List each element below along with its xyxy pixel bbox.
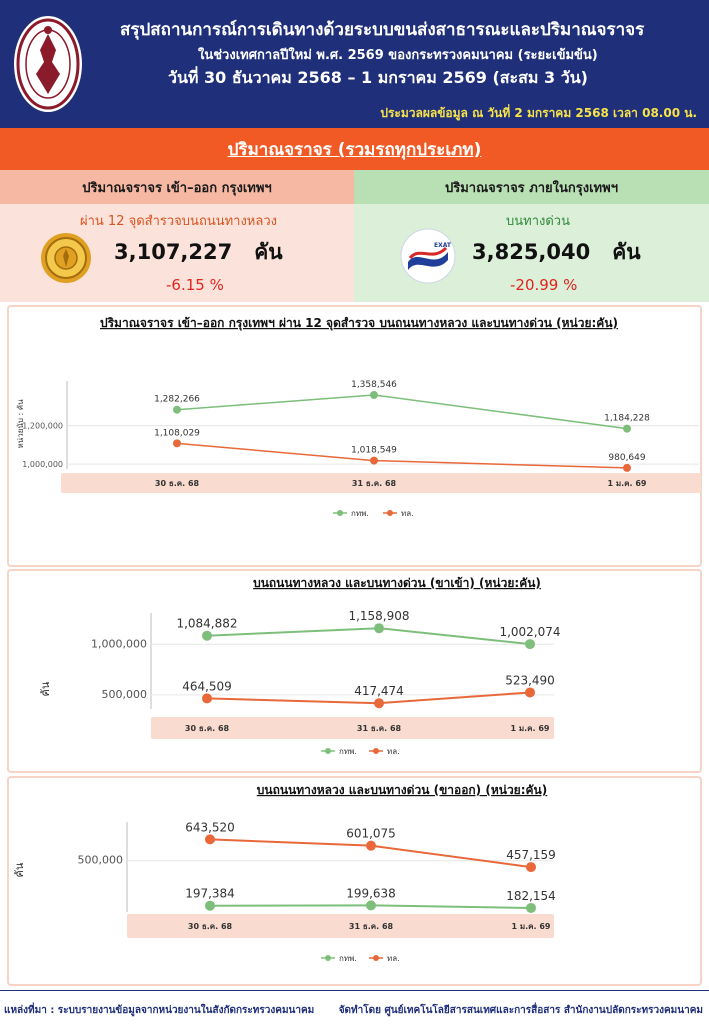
x-tick-label: 30 ธ.ค. 68	[187, 922, 233, 931]
series-line	[177, 395, 627, 429]
panel-right-subheading: บนทางด่วน	[506, 214, 570, 229]
data-point	[526, 862, 536, 872]
data-label: 1,108,029	[154, 428, 200, 439]
legend-swatch-dot	[325, 955, 331, 961]
panel-left-subheading: ผ่าน 12 จุดสำรวจบนถนนทางหลวง	[80, 214, 277, 229]
exat-logo-text: EXAT	[434, 242, 451, 249]
legend-label: ทล.	[387, 954, 400, 963]
chart-card-total	[7, 305, 702, 567]
data-point	[205, 834, 215, 844]
legend-swatch-dot	[373, 955, 379, 961]
police-emblem-icon	[40, 232, 92, 284]
data-point	[370, 457, 378, 465]
data-label: 523,490	[505, 673, 555, 688]
data-label: 197,384	[185, 886, 235, 901]
legend-label: กทพ.	[339, 954, 357, 963]
banner-title: ปริมาณจราจร (รวมรถทุกประเภท)	[227, 139, 482, 160]
y-axis-label: คัน	[39, 681, 52, 697]
data-label: 601,075	[346, 826, 396, 841]
data-point	[623, 425, 631, 433]
x-tick-label: 31 ธ.ค. 68	[356, 724, 402, 733]
y-tick-label: 1,000,000	[91, 637, 147, 651]
legend-label: กทพ.	[351, 509, 369, 518]
data-point	[366, 841, 376, 851]
panel-right-number: 3,825,040	[472, 240, 591, 264]
data-point	[525, 639, 535, 649]
data-label: 199,638	[346, 886, 396, 901]
chart-total	[9, 307, 704, 569]
y-axis-label: คัน	[13, 862, 26, 878]
header	[0, 0, 709, 128]
x-tick-label: 1 ม.ค. 69	[607, 479, 647, 488]
data-label: 1,184,228	[604, 413, 650, 424]
x-tick-label: 1 ม.ค. 69	[510, 724, 550, 733]
panel-bangkok-inner	[354, 170, 709, 302]
data-point	[202, 693, 212, 703]
header-subtitle: ในช่วงเทศกาลปีใหม่ พ.ศ. 2569 ของกระทรวงคมนาคม (ระยะเข้มข้น)	[198, 48, 598, 63]
data-label: 1,002,074	[499, 625, 561, 640]
header-title: สรุปสถานการณ์การเดินทางด้วยระบบขนส่งสาธารณะและปริมาณจราจร	[120, 20, 645, 40]
data-point	[202, 631, 212, 641]
y-tick-label: 500,000	[77, 853, 123, 867]
panel-right-heading: ปริมาณจราจร ภายในกรุงเทพฯ	[354, 170, 709, 204]
data-point	[374, 623, 384, 633]
header-date-range: วันที่ 30 ธันวาคม 2568 – 1 มกราคม 2569 (สะสม 3 วัน)	[168, 68, 588, 87]
ministry-seal-icon	[12, 10, 84, 118]
legend-label: กทพ.	[339, 747, 357, 756]
data-label: 464,509	[182, 679, 232, 694]
panel-left-number: 3,107,227	[114, 240, 233, 264]
data-point	[526, 903, 536, 913]
chart-title: บนถนนทางหลวง และบนทางด่วน (ขาออก) (หน่วย:คัน)	[256, 783, 548, 797]
data-label: 643,520	[185, 820, 235, 835]
chart-card-outbound	[7, 776, 702, 986]
legend-swatch-dot	[325, 748, 331, 754]
legend-label: ทล.	[401, 509, 414, 518]
panel-right-unit: คัน	[612, 240, 641, 264]
y-tick-label: 1,200,000	[22, 421, 63, 431]
legend-swatch-dot	[373, 748, 379, 754]
panel-right-value	[472, 236, 641, 269]
chart-title: บนถนนทางหลวง และบนทางด่วน (ขาเข้า) (หน่วย:คัน)	[253, 576, 541, 590]
data-point	[370, 391, 378, 399]
data-label: 1,084,882	[176, 616, 238, 631]
section-banner	[0, 128, 709, 170]
footer-producer: จัดทำโดย ศูนย์เทคโนโลยีสารสนเทศและการสื่อสาร สำนักงานปลัดกระทรวงคมนาคม	[338, 1005, 703, 1016]
panel-bangkok-in-out	[0, 170, 354, 302]
x-tick-label: 30 ธ.ค. 68	[154, 479, 200, 488]
chart-title: ปริมาณจราจร เข้า–ออก กรุงเทพฯ ผ่าน 12 จุดสำรวจ บนถนนทางหลวง และบนทางด่วน (หน่วย:คัน)	[99, 316, 619, 330]
data-point	[366, 900, 376, 910]
x-tick-label: 31 ธ.ค. 68	[351, 479, 397, 488]
exat-logo-icon	[400, 228, 456, 284]
header-as-of: ประมวลผลข้อมูล ณ วันที่ 2 มกราคม 2568 เวลา 08.00 น.	[380, 106, 697, 120]
panel-left-value	[114, 236, 283, 269]
data-label: 182,154	[506, 888, 556, 903]
data-label: 1,158,908	[348, 609, 410, 624]
data-label: 457,159	[506, 848, 556, 863]
legend-swatch-dot	[337, 510, 343, 516]
panel-left-heading: ปริมาณจราจร เข้า–ออก กรุงเทพฯ	[0, 170, 354, 204]
data-point	[623, 464, 631, 472]
legend-swatch-dot	[387, 510, 393, 516]
data-point	[173, 406, 181, 414]
x-tick-label: 31 ธ.ค. 68	[348, 922, 394, 931]
data-point	[374, 698, 384, 708]
data-label: 980,649	[608, 452, 646, 463]
y-tick-label: 1,000,000	[22, 460, 63, 470]
panel-left-change: -6.15 %	[166, 276, 224, 294]
panel-right-change: -20.99 %	[510, 276, 578, 294]
y-axis-label: หน่วยนับ : คัน	[16, 399, 25, 449]
footer	[0, 990, 709, 1024]
x-tick-label: 1 ม.ค. 69	[511, 922, 551, 931]
y-tick-label: 500,000	[101, 687, 147, 701]
data-label: 1,018,549	[351, 445, 397, 456]
footer-source: แหล่งที่มา : ระบบรายงานข้อมูลจากหน่วยงานในสังกัดกระทรวงคมนาคม	[4, 1005, 315, 1016]
chart-card-inbound	[7, 569, 702, 773]
data-point	[173, 439, 181, 447]
data-point	[205, 901, 215, 911]
panel-left-unit: คัน	[254, 240, 283, 264]
data-label: 1,282,266	[154, 394, 200, 405]
chart-inbound	[9, 571, 704, 775]
data-point	[525, 687, 535, 697]
data-label: 417,474	[354, 684, 404, 699]
data-label: 1,358,546	[351, 379, 397, 390]
x-tick-label: 30 ธ.ค. 68	[184, 724, 230, 733]
chart-outbound	[9, 778, 704, 988]
legend-label: ทล.	[387, 747, 400, 756]
series-line	[207, 628, 530, 644]
